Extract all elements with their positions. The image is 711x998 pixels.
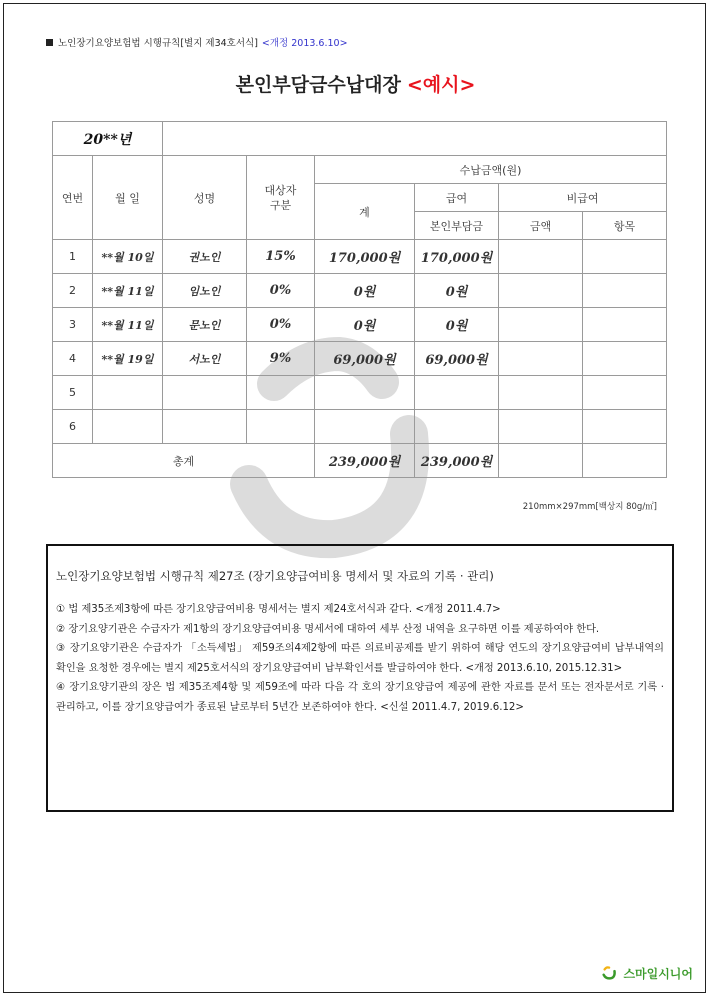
- cell-nb-item: [583, 308, 667, 342]
- law-item: ③ 장기요양기관은 수급자가 「소득세법」 제59조의4제2항에 따른 의료비공제를 받기 위하여 해당 연도의 장기요양급여비 납부내역의 확인을 요청한 경우에는 별지 제25호서식의 장기요양급여비 납부확인서를 발급하여야 한다. <개정 2013.6.10, 2015.12.31>: [56, 643, 664, 674]
- cell-date: **월 11일: [93, 308, 163, 342]
- cell-name: 임노인: [163, 274, 247, 308]
- cell-seq: 6: [53, 410, 93, 444]
- cell-nb-item: [583, 342, 667, 376]
- cell-self-pay: 0원: [415, 308, 499, 342]
- header-nonbenefit: 비급여: [499, 184, 667, 212]
- smile-logo-icon: [601, 964, 619, 982]
- cell-nb-item: [583, 376, 667, 410]
- cell-target: 0%: [247, 308, 315, 342]
- revision-note: <개정 2013.6.10>: [261, 38, 348, 49]
- table-row: [53, 376, 667, 410]
- cell-name: [163, 410, 247, 444]
- cell-seq: 3: [53, 308, 93, 342]
- brand-name: 스마일시니어: [623, 966, 693, 981]
- header-seq: 연번: [53, 156, 93, 240]
- sum-total: 239,000원: [315, 444, 415, 478]
- document-page: [3, 3, 706, 993]
- form-reference: [46, 35, 348, 49]
- cell-seq: 5: [53, 376, 93, 410]
- cell-seq: 2: [53, 274, 93, 308]
- cell-total: 0원: [315, 274, 415, 308]
- table-row: [53, 410, 667, 444]
- header-nb-amount: 금액: [499, 212, 583, 240]
- law-title: 노인장기요양보험법 시행규칙 제27조 (장기요양급여비용 명세서 및 자료의 기록 · 관리): [56, 569, 494, 583]
- year-cell: 20**년: [53, 122, 163, 156]
- form-reference-text: 노인장기요양보험법 시행규칙[별지 제34호서식]: [58, 38, 258, 49]
- header-amount: 수납금액(원): [315, 156, 667, 184]
- cell-nb-amount: [499, 376, 583, 410]
- cell-seq: 1: [53, 240, 93, 274]
- cell-name: [163, 376, 247, 410]
- title-example-tag: <예시>: [406, 74, 476, 96]
- table-row: [53, 342, 667, 376]
- cell-nb-amount: [499, 308, 583, 342]
- cell-name: 서노인: [163, 342, 247, 376]
- cell-total: [315, 410, 415, 444]
- cell-nb-amount: [499, 274, 583, 308]
- header-self-pay: 본인부담금: [415, 212, 499, 240]
- cell-self-pay: 0원: [415, 274, 499, 308]
- law-item: ② 장기요양기관은 수급자가 제1항의 장기요양급여비용 명세서에 대하여 세부 산정 내역을 요구하면 이를 제공하여야 한다.: [56, 623, 600, 635]
- cell-self-pay: 69,000원: [415, 342, 499, 376]
- cell-seq: 4: [53, 342, 93, 376]
- sum-self-pay: 239,000원: [415, 444, 499, 478]
- cell-target: 15%: [247, 240, 315, 274]
- law-reference-box: [46, 544, 674, 812]
- year-row: [53, 122, 667, 156]
- header-nb-item: 항목: [583, 212, 667, 240]
- sum-nb-item: [583, 444, 667, 478]
- cell-target: 9%: [247, 342, 315, 376]
- header-row-1: [53, 156, 667, 184]
- cell-total: 69,000원: [315, 342, 415, 376]
- table-row: [53, 240, 667, 274]
- brand-logo: [601, 964, 693, 982]
- cell-self-pay: 170,000원: [415, 240, 499, 274]
- sum-label: 총계: [53, 444, 315, 478]
- cell-total: [315, 376, 415, 410]
- header-date: 월 일: [93, 156, 163, 240]
- cell-nb-item: [583, 274, 667, 308]
- cell-date: **월 10일: [93, 240, 163, 274]
- cell-date: [93, 376, 163, 410]
- cell-self-pay: [415, 376, 499, 410]
- table-row: [53, 308, 667, 342]
- cell-total: 0원: [315, 308, 415, 342]
- payment-ledger-table: [52, 121, 667, 478]
- header-total: 계: [315, 184, 415, 240]
- cell-date: [93, 410, 163, 444]
- cell-nb-item: [583, 240, 667, 274]
- law-item: ④ 장기요양기관의 장은 법 제35조제4항 및 제59조에 따라 다음 각 호의 장기요양급여 제공에 관한 자료를 문서 또는 전자문서로 기록 · 관리하고, 이를 장기요양급여가 종료된 날로부터 5년간 보존하여야 한다. <신설 2011.4.7, 2019.6.12>: [56, 682, 664, 713]
- cell-nb-amount: [499, 410, 583, 444]
- page-title: [4, 70, 706, 97]
- header-target: 대상자 구분: [247, 156, 315, 240]
- header-benefit: 급여: [415, 184, 499, 212]
- cell-name: 문노인: [163, 308, 247, 342]
- cell-self-pay: [415, 410, 499, 444]
- law-item: ① 법 제35조제3항에 따른 장기요양급여비용 명세서는 별지 제24호서식과 같다. <개정 2011.4.7>: [56, 604, 501, 615]
- cell-total: 170,000원: [315, 240, 415, 274]
- title-main: 본인부담금수납대장: [235, 74, 401, 96]
- cell-target: 0%: [247, 274, 315, 308]
- year-blank-cell: [163, 122, 667, 156]
- header-name: 성명: [163, 156, 247, 240]
- sum-nb-amount: [499, 444, 583, 478]
- cell-target: [247, 410, 315, 444]
- cell-date: **월 11일: [93, 274, 163, 308]
- cell-nb-amount: [499, 342, 583, 376]
- paper-spec-note: 210mm×297mm[백상지 80g/㎡]: [522, 502, 657, 512]
- sum-row: [53, 444, 667, 478]
- square-bullet-icon: [46, 39, 53, 46]
- cell-date: **월 19일: [93, 342, 163, 376]
- cell-name: 권노인: [163, 240, 247, 274]
- cell-target: [247, 376, 315, 410]
- table-row: [53, 274, 667, 308]
- cell-nb-item: [583, 410, 667, 444]
- cell-nb-amount: [499, 240, 583, 274]
